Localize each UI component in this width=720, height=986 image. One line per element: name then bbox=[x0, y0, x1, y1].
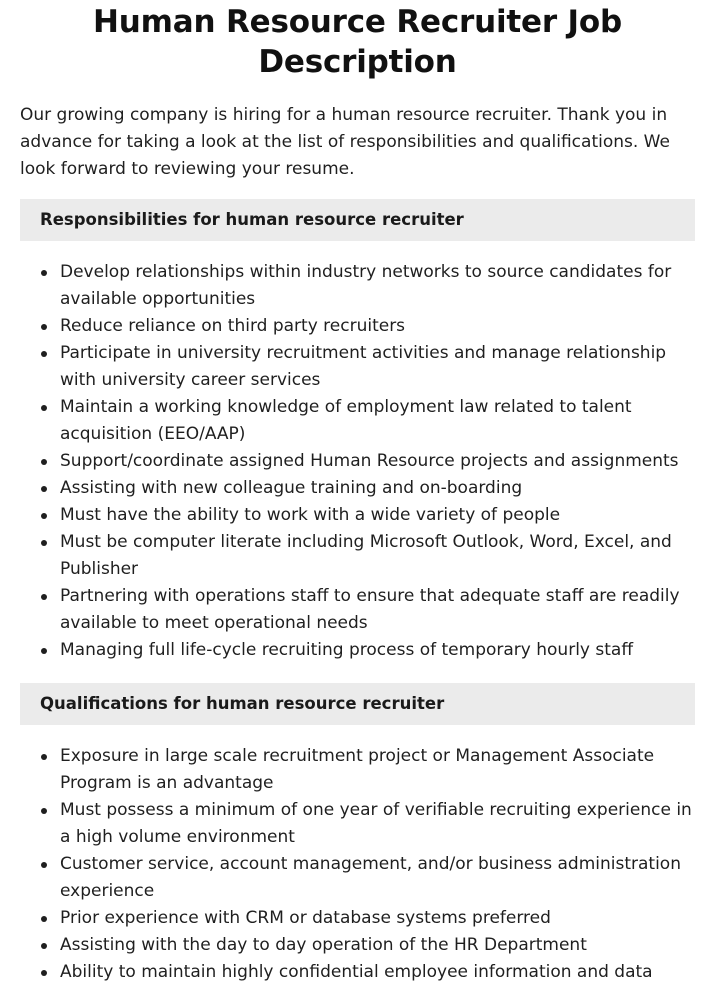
page-title: Human Resource Recruiter Job Description bbox=[93, 4, 622, 80]
responsibilities-heading: Responsibilities for human resource recruiter bbox=[20, 199, 695, 241]
list-item: Must have the ability to work with a wide variety of people bbox=[20, 502, 695, 529]
list-item: Develop relationships within industry networks to source candidates for available opportunities bbox=[20, 259, 695, 313]
list-item: Customer service, account management, and/or business administration experience bbox=[20, 851, 695, 905]
list-item: Must be computer literate including Microsoft Outlook, Word, Excel, and Publisher bbox=[20, 529, 695, 583]
list-item: Maintain a working knowledge of employment law related to talent acquisition (EEO/AAP) bbox=[20, 394, 695, 448]
qualifications-list bbox=[20, 743, 695, 986]
list-item: Prior experience with CRM or database systems preferred bbox=[20, 905, 695, 932]
list-item: Reduce reliance on third party recruiters bbox=[20, 313, 695, 340]
list-item: Exposure in large scale recruitment project or Management Associate Program is an advantage bbox=[20, 743, 695, 797]
list-item: Ability to maintain highly confidential employee information and data bbox=[20, 959, 695, 986]
intro-paragraph: Our growing company is hiring for a human resource recruiter. Thank you in advance for taking a look at the list of responsibilities and qualifications. We look forward to reviewing your resume. bbox=[20, 105, 670, 179]
qualifications-heading: Qualifications for human resource recruiter bbox=[20, 683, 695, 725]
list-item: Managing full life-cycle recruiting process of temporary hourly staff bbox=[20, 637, 695, 664]
list-item: Assisting with new colleague training and on-boarding bbox=[20, 475, 695, 502]
list-item: Support/coordinate assigned Human Resource projects and assignments bbox=[20, 448, 695, 475]
list-item: Partnering with operations staff to ensure that adequate staff are readily available to meet operational needs bbox=[20, 583, 695, 637]
list-item: Assisting with the day to day operation of the HR Department bbox=[20, 932, 695, 959]
responsibilities-list bbox=[20, 259, 695, 664]
list-item: Participate in university recruitment activities and manage relationship with university career services bbox=[20, 340, 695, 394]
list-item: Must possess a minimum of one year of verifiable recruiting experience in a high volume environment bbox=[20, 797, 695, 851]
